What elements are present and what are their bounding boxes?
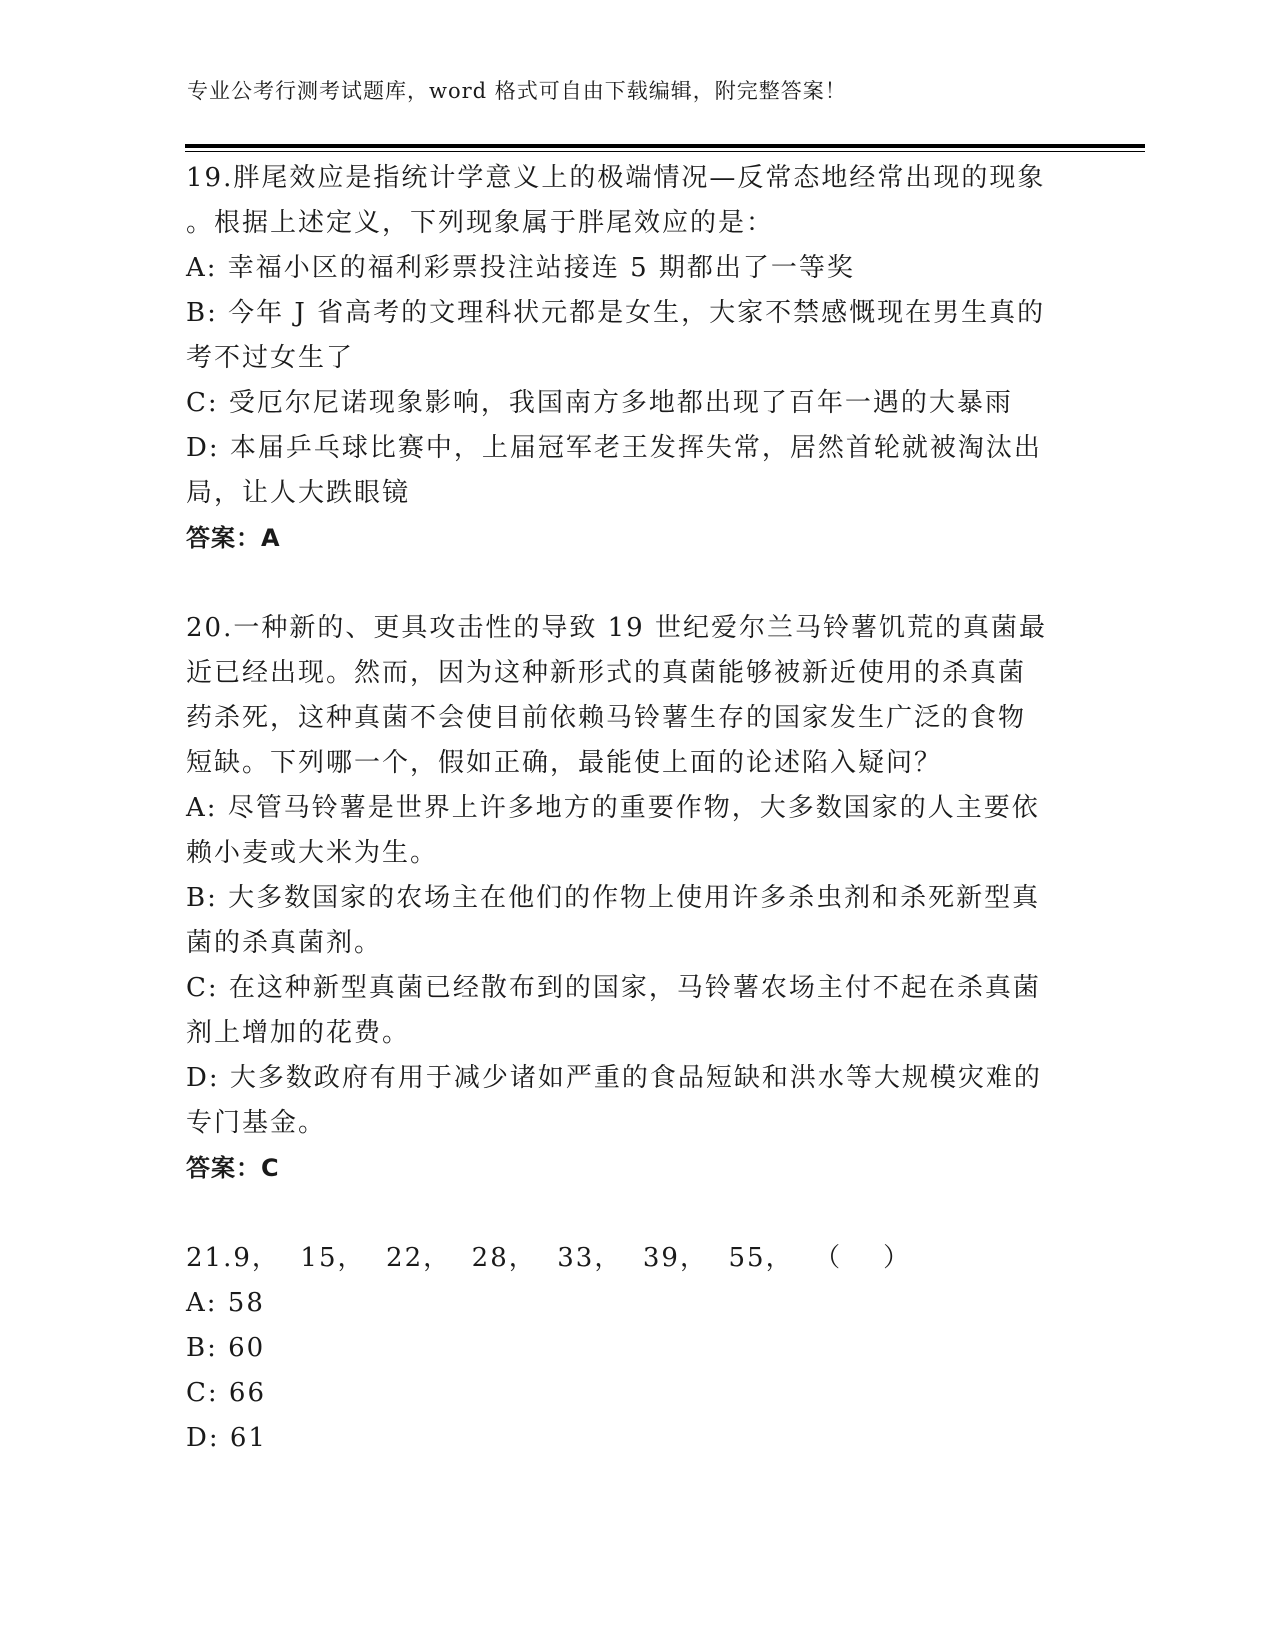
question-stem-line: 21.9， 15， 22， 28， 33， 39， 55， （ ） xyxy=(186,1243,912,1273)
option-a: A: 幸福小区的福利彩票投注站接连 5 期都出了一等奖 xyxy=(186,253,855,283)
option-a: A: 58 xyxy=(186,1288,265,1318)
answer-label: 答案：C xyxy=(186,1154,280,1182)
spacer xyxy=(186,561,1086,606)
question-19 xyxy=(186,156,1086,561)
answer-label: 答案：A xyxy=(186,524,281,552)
option-c: C: 66 xyxy=(186,1378,267,1408)
question-list xyxy=(186,156,1086,1461)
option-d: D: 61 xyxy=(186,1423,267,1453)
option-d-continued: 专门基金。 xyxy=(186,1108,327,1138)
page-header-text: 专业公考行测考试题库，word 格式可自由下载编辑，附完整答案！ xyxy=(187,79,847,103)
option-b: B: 60 xyxy=(186,1333,266,1363)
question-stem-line: 。根据上述定义，下列现象属于胖尾效应的是： xyxy=(186,208,775,238)
option-a-continued: 赖小麦或大米为生。 xyxy=(186,838,439,868)
question-stem-line: 20.一种新的、更具攻击性的导致 19 世纪爱尔兰马铃薯饥荒的真菌最 xyxy=(186,613,1047,643)
option-b: B: 大多数国家的农场主在他们的作物上使用许多杀虫剂和杀死新型真 xyxy=(186,883,1041,913)
question-20 xyxy=(186,606,1086,1191)
option-b-continued: 考不过女生了 xyxy=(186,343,355,373)
option-c: C: 在这种新型真菌已经散布到的国家，马铃薯农场主付不起在杀真菌 xyxy=(186,973,1041,1003)
question-stem-line: 19.胖尾效应是指统计学意义上的极端情况—反常态地经常出现的现象 xyxy=(186,163,1046,193)
option-c: C: 受厄尔尼诺现象影响，我国南方多地都出现了百年一遇的大暴雨 xyxy=(186,388,1013,418)
option-a: A: 尽管马铃薯是世界上许多地方的重要作物，大多数国家的人主要依 xyxy=(186,793,1040,823)
option-d: D: 本届乒乓球比赛中，上届冠军老王发挥失常，居然首轮就被淘汰出 xyxy=(186,433,1042,463)
option-d: D: 大多数政府有用于减少诸如严重的食品短缺和洪水等大规模灾难的 xyxy=(186,1063,1042,1093)
question-stem-line: 近已经出现。然而，因为这种新形式的真菌能够被新近使用的杀真菌 xyxy=(186,658,1027,688)
header-rule-thick xyxy=(185,144,1145,148)
header-rule-thin xyxy=(185,151,1145,152)
option-d-continued: 局，让人大跌眼镜 xyxy=(186,478,411,508)
spacer xyxy=(186,1191,1086,1236)
option-b: B: 今年 J 省高考的文理科状元都是女生，大家不禁感慨现在男生真的 xyxy=(186,298,1046,328)
question-stem-line: 药杀死，这种真菌不会使目前依赖马铃薯生存的国家发生广泛的食物 xyxy=(186,703,1027,733)
option-b-continued: 菌的杀真菌剂。 xyxy=(186,928,383,958)
option-c-continued: 剂上增加的花费。 xyxy=(186,1018,411,1048)
question-stem-line: 短缺。下列哪一个，假如正确，最能使上面的论述陷入疑问？ xyxy=(186,748,943,778)
question-21 xyxy=(186,1236,1086,1461)
